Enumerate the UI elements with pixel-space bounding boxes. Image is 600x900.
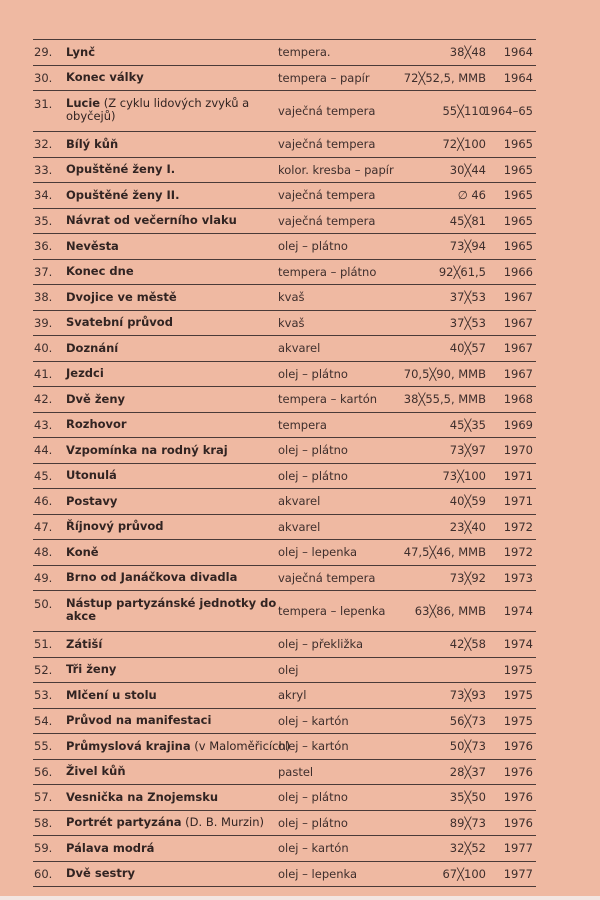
entry-number: 54. — [34, 713, 53, 728]
title-main: Průvod na manifestaci — [66, 713, 212, 728]
artwork-title — [66, 387, 291, 412]
title-main: Bílý kůň — [66, 136, 119, 151]
artwork-medium: vaječná tempera — [278, 137, 376, 152]
artwork-dimensions: 23╳40 — [449, 519, 486, 534]
artwork-year: 1975 — [503, 688, 533, 703]
entry-number: 45. — [34, 468, 53, 483]
table-row — [33, 566, 536, 592]
artwork-title — [66, 311, 291, 336]
artwork-dimensions: 92╳61,5 — [438, 264, 486, 279]
title-note: (D. B. Murzin) — [181, 815, 264, 830]
artwork-medium: tempera – lepenka — [278, 604, 386, 618]
artwork-dimensions: 30╳44 — [449, 162, 486, 177]
entry-number: 34. — [34, 188, 53, 203]
artwork-year: 1975 — [503, 713, 533, 728]
artwork-medium: olej – kartón — [278, 841, 349, 856]
artwork-title — [66, 836, 291, 861]
table-row — [33, 311, 536, 337]
title-main: Tři ženy — [66, 662, 117, 677]
artwork-year: 1970 — [503, 443, 533, 458]
title-main: Říjnový průvod — [66, 519, 164, 534]
title-main: Dvě ženy — [66, 391, 126, 406]
artwork-dimensions: 45╳35 — [449, 417, 486, 432]
title-main: Utonulá — [66, 468, 117, 483]
artwork-medium: tempera — [278, 417, 327, 432]
entry-number: 44. — [34, 443, 53, 458]
entry-number: 59. — [34, 841, 53, 856]
table-row — [33, 260, 536, 286]
artwork-dimensions: 37╳53 — [449, 315, 486, 330]
title-main: Nevěsta — [66, 238, 119, 253]
table-row — [33, 387, 536, 413]
artwork-year: 1965 — [503, 213, 533, 228]
artwork-medium: tempera – kartón — [278, 392, 378, 407]
table-row — [33, 683, 536, 709]
title-main: Opuštěné ženy I. — [66, 162, 176, 177]
artwork-title — [66, 540, 291, 565]
artwork-medium: vaječná tempera — [278, 570, 376, 585]
table-row — [33, 362, 536, 388]
artwork-year: 1971 — [503, 494, 533, 509]
artwork-year: 1965 — [503, 137, 533, 152]
artwork-title — [66, 91, 291, 131]
table-row — [33, 464, 536, 490]
title-main: Zátiší — [66, 636, 103, 651]
entry-number: 38. — [34, 290, 53, 305]
artwork-medium: kvaš — [278, 315, 305, 330]
table-row — [33, 285, 536, 311]
table-row — [33, 760, 536, 786]
artwork-year: 1976 — [503, 790, 533, 805]
title-main: Lucie — [66, 96, 101, 110]
entry-number: 41. — [34, 366, 53, 381]
artwork-dimensions: 35╳50 — [449, 790, 486, 805]
artwork-title — [66, 591, 291, 631]
artwork-title — [66, 413, 291, 438]
artwork-medium: tempera – papír — [278, 70, 370, 85]
artwork-dimensions: 50╳73 — [449, 739, 486, 754]
artwork-medium: akvarel — [278, 519, 321, 534]
artwork-dimensions: 89╳73 — [449, 815, 486, 830]
entry-number: 46. — [34, 494, 53, 509]
title-main: Mlčení u stolu — [66, 687, 157, 702]
artwork-medium: olej – kartón — [278, 739, 349, 754]
artwork-year: 1964 — [503, 45, 533, 60]
entry-number: 43. — [34, 417, 53, 432]
artwork-dimensions: 28╳37 — [449, 764, 486, 779]
artwork-title — [66, 66, 291, 91]
title-main: Vesnička na Znojemsku — [66, 789, 219, 804]
artwork-title — [66, 40, 291, 65]
entry-number: 31. — [34, 97, 53, 111]
artwork-dimensions: 47,5╳46, MMB — [403, 545, 486, 560]
artwork-dimensions: 73╳93 — [449, 688, 486, 703]
artwork-medium: olej – plátno — [278, 239, 348, 254]
artwork-dimensions: 56╳73 — [449, 713, 486, 728]
title-main: Živel kůň — [66, 764, 126, 779]
artwork-dimensions: 40╳59 — [449, 494, 486, 509]
artwork-medium: tempera – plátno — [278, 264, 377, 279]
artwork-medium: kolor. kresba – papír — [278, 162, 394, 177]
entry-number: 53. — [34, 688, 53, 703]
artwork-medium: olej — [278, 662, 299, 677]
artwork-year: 1973 — [503, 570, 533, 585]
table-row — [33, 632, 536, 658]
artwork-year: 1977 — [503, 866, 533, 881]
table-row — [33, 734, 536, 760]
entry-number: 42. — [34, 392, 53, 407]
artwork-catalog-table — [33, 39, 536, 887]
artwork-title — [66, 438, 291, 463]
artwork-title — [66, 158, 291, 183]
artwork-medium: vaječná tempera — [278, 213, 376, 228]
title-main: Pálava modrá — [66, 840, 155, 855]
entry-number: 40. — [34, 341, 53, 356]
title-main: Průmyslová krajina — [66, 738, 191, 753]
artwork-dimensions: 72╳100 — [442, 137, 486, 152]
entry-number: 57. — [34, 790, 53, 805]
table-row — [33, 540, 536, 566]
artwork-medium: akvarel — [278, 341, 321, 356]
artwork-title — [66, 632, 291, 657]
title-main: Vzpomínka na rodný kraj — [66, 442, 228, 457]
artwork-title — [66, 336, 291, 361]
table-row — [33, 209, 536, 235]
artwork-medium: olej – kartón — [278, 713, 349, 728]
title-main: Konec dne — [66, 264, 134, 279]
entry-number: 39. — [34, 315, 53, 330]
artwork-medium: olej – plátno — [278, 443, 348, 458]
artwork-year: 1974 — [503, 604, 533, 618]
artwork-year: 1967 — [503, 315, 533, 330]
title-main: Jezdci — [66, 366, 104, 381]
artwork-title — [66, 234, 291, 259]
artwork-title — [66, 132, 291, 157]
artwork-title — [66, 658, 291, 683]
artwork-dimensions: 73╳94 — [449, 239, 486, 254]
artwork-medium: olej – překližka — [278, 637, 364, 652]
table-row — [33, 836, 536, 862]
artwork-year: 1967 — [503, 341, 533, 356]
artwork-title — [66, 183, 291, 208]
artwork-title — [66, 566, 291, 591]
artwork-year: 1969 — [503, 417, 533, 432]
artwork-dimensions: 63╳86, MMB — [414, 604, 486, 618]
page-edge — [0, 896, 600, 900]
title-main: Postavy — [66, 493, 118, 508]
table-row — [33, 132, 536, 158]
table-row — [33, 183, 536, 209]
artwork-dimensions: 67╳100 — [442, 866, 486, 881]
artwork-dimensions: 45╳81 — [449, 213, 486, 228]
table-row — [33, 91, 536, 132]
title-note: (Z cyklu lidových zvyků a obyčejů) — [66, 96, 250, 123]
artwork-year: 1976 — [503, 739, 533, 754]
entry-number: 48. — [34, 545, 53, 560]
entry-number: 49. — [34, 570, 53, 585]
title-main: Brno od Janáčkova divadla — [66, 570, 238, 585]
table-row — [33, 40, 536, 66]
table-row — [33, 66, 536, 92]
entry-number: 32. — [34, 137, 53, 152]
artwork-medium: olej – plátno — [278, 366, 348, 381]
artwork-year: 1965 — [503, 239, 533, 254]
artwork-title — [66, 709, 291, 734]
entry-number: 36. — [34, 239, 53, 254]
artwork-dimensions: 38╳55,5, MMB — [403, 392, 486, 407]
table-row — [33, 438, 536, 464]
artwork-title — [66, 515, 291, 540]
artwork-medium: vaječná tempera — [278, 104, 376, 118]
title-main: Konec války — [66, 70, 144, 85]
artwork-title — [66, 785, 291, 810]
artwork-dimensions: 37╳53 — [449, 290, 486, 305]
artwork-year: 1968 — [503, 392, 533, 407]
artwork-title — [66, 285, 291, 310]
title-main: Návrat od večerního vlaku — [66, 213, 237, 228]
entry-number: 52. — [34, 662, 53, 677]
table-row — [33, 811, 536, 837]
artwork-title — [66, 362, 291, 387]
artwork-title — [66, 760, 291, 785]
artwork-dimensions: 55╳110 — [442, 104, 486, 118]
entry-number: 51. — [34, 637, 53, 652]
artwork-dimensions: ∅ 46 — [457, 188, 486, 203]
table-row — [33, 234, 536, 260]
entry-number: 56. — [34, 764, 53, 779]
artwork-medium: akvarel — [278, 494, 321, 509]
artwork-dimensions: 38╳48 — [449, 45, 486, 60]
table-row — [33, 158, 536, 184]
artwork-year: 1976 — [503, 764, 533, 779]
artwork-medium: vaječná tempera — [278, 188, 376, 203]
artwork-dimensions: 70,5╳90, MMB — [403, 366, 486, 381]
artwork-title — [66, 260, 291, 285]
artwork-year: 1974 — [503, 637, 533, 652]
artwork-year: 1964–65 — [483, 104, 533, 118]
entry-number: 58. — [34, 815, 53, 830]
table-row — [33, 785, 536, 811]
title-main: Doznání — [66, 340, 119, 355]
artwork-year: 1966 — [503, 264, 533, 279]
table-row — [33, 489, 536, 515]
entry-number: 33. — [34, 162, 53, 177]
artwork-year: 1972 — [503, 519, 533, 534]
title-main: Svatební průvod — [66, 315, 173, 330]
artwork-medium: olej – plátno — [278, 790, 348, 805]
title-note: (v Maloměřicích) — [190, 738, 291, 753]
entry-number: 29. — [34, 45, 53, 60]
artwork-title — [66, 209, 291, 234]
artwork-medium: kvaš — [278, 290, 305, 305]
artwork-medium: tempera. — [278, 45, 331, 60]
artwork-year: 1964 — [503, 70, 533, 85]
artwork-year: 1971 — [503, 468, 533, 483]
artwork-dimensions: 73╳100 — [442, 468, 486, 483]
artwork-dimensions: 40╳57 — [449, 341, 486, 356]
table-row — [33, 862, 536, 888]
artwork-year: 1972 — [503, 545, 533, 560]
artwork-year: 1975 — [503, 662, 533, 677]
title-main: Koně — [66, 544, 99, 559]
artwork-title — [66, 683, 291, 708]
title-main: Dvě sestry — [66, 866, 135, 881]
entry-number: 60. — [34, 866, 53, 881]
title-main: Dvojice ve městě — [66, 289, 177, 304]
artwork-year: 1967 — [503, 366, 533, 381]
entry-number: 35. — [34, 213, 53, 228]
artwork-year: 1965 — [503, 188, 533, 203]
artwork-year: 1967 — [503, 290, 533, 305]
entry-number: 30. — [34, 70, 53, 85]
title-main: Opuštěné ženy II. — [66, 187, 180, 202]
title-main: Nástup partyzánské jednotky do akce — [66, 596, 277, 623]
artwork-dimensions: 73╳92 — [449, 570, 486, 585]
artwork-title — [66, 464, 291, 489]
entry-number: 47. — [34, 519, 53, 534]
artwork-dimensions: 32╳52 — [449, 841, 486, 856]
table-row — [33, 658, 536, 684]
title-main: Rozhovor — [66, 417, 127, 432]
artwork-medium: olej – lepenka — [278, 545, 358, 560]
artwork-dimensions: 42╳58 — [449, 637, 486, 652]
title-main: Portrét partyzána — [66, 815, 182, 830]
table-row — [33, 591, 536, 632]
artwork-medium: olej – lepenka — [278, 866, 358, 881]
table-row — [33, 413, 536, 439]
table-row — [33, 709, 536, 735]
title-main: Lynč — [66, 44, 96, 59]
artwork-year: 1965 — [503, 162, 533, 177]
artwork-medium: pastel — [278, 764, 314, 779]
table-row — [33, 336, 536, 362]
artwork-title — [66, 734, 291, 759]
artwork-year: 1976 — [503, 815, 533, 830]
artwork-title — [66, 489, 291, 514]
artwork-title — [66, 862, 291, 887]
artwork-dimensions: 72╳52,5, MMB — [403, 70, 486, 85]
entry-number: 50. — [34, 597, 53, 611]
artwork-medium: olej – plátno — [278, 815, 348, 830]
artwork-dimensions: 73╳97 — [449, 443, 486, 458]
entry-number: 55. — [34, 739, 53, 754]
artwork-medium: olej – plátno — [278, 468, 348, 483]
artwork-medium: akryl — [278, 688, 307, 703]
artwork-title — [66, 811, 291, 836]
entry-number: 37. — [34, 264, 53, 279]
artwork-year: 1977 — [503, 841, 533, 856]
table-row — [33, 515, 536, 541]
